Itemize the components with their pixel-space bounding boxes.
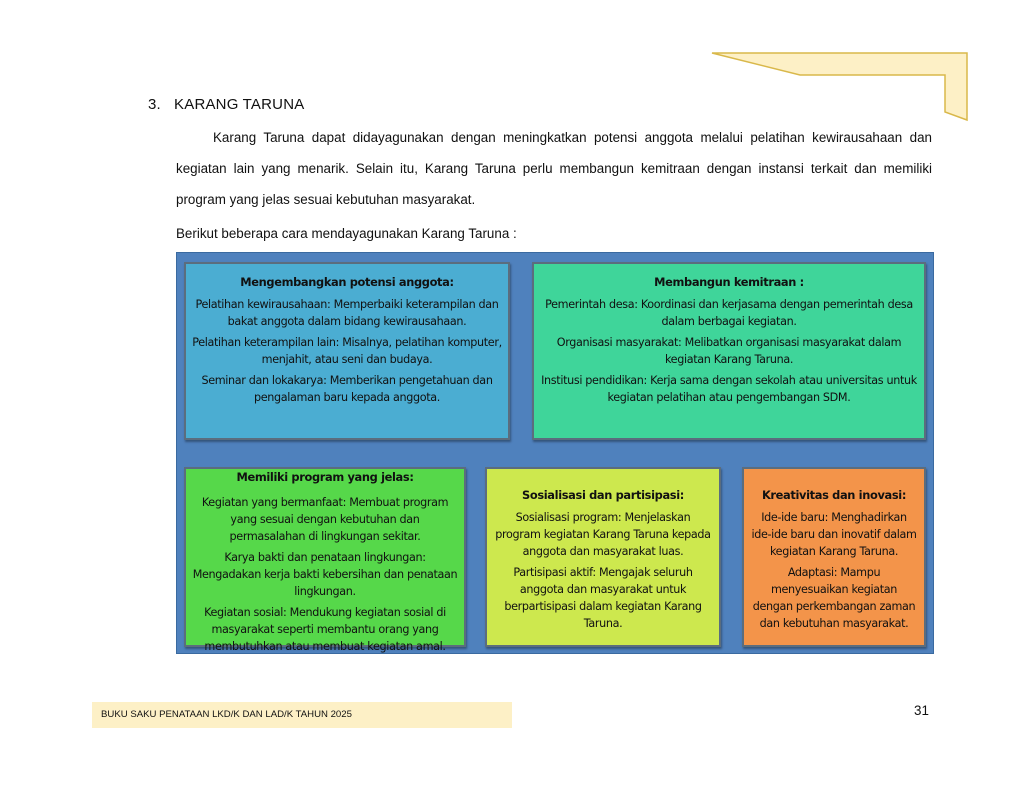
page-number: 31	[914, 703, 929, 718]
card-build-partnership	[532, 262, 926, 440]
card-item: Pelatihan kewirausahaan: Memperbaiki keterampilan dan bakat anggota dalam bidang kewirausahaan.	[195, 298, 499, 328]
card-title: Memiliki program yang jelas:	[236, 470, 414, 484]
card-item: Karya bakti dan penataan lingkungan: Mengadakan kerja bakti kebersihan dan penataan lingkungan.	[192, 551, 458, 598]
card-item: Organisasi masyarakat: Melibatkan organisasi masyarakat dalam kegiatan Karang Taruna.	[556, 336, 902, 366]
card-title: Kreativitas dan inovasi:	[761, 488, 907, 502]
card-socialization	[485, 467, 721, 647]
card-item: Kegiatan yang bermanfaat: Membuat program yang sesuai dengan kebutuhan dan permasalahan di lingkungan sekitar.	[201, 496, 449, 543]
card-item: Kegiatan sosial: Mendukung kegiatan sosial di masyarakat seperti membantu orang yang membutuhkan atau membuat kegiatan amal.	[204, 606, 446, 653]
card-item: Sosialisasi program: Menjelaskan program kegiatan Karang Taruna kepada anggota dan masyarakat luas.	[495, 511, 711, 558]
card-item: Pelatihan keterampilan lain: Misalnya, pelatihan komputer, menjahit, atau seni dan budaya.	[192, 336, 502, 366]
body-paragraph: Karang Taruna dapat didayagunakan dengan meningkatkan potensi anggota melalui pelatihan kewirausahaan dan kegiatan lain yang menarik. Selain itu, Karang Taruna perlu membangun kemitraan dengan instansi terkait dan memiliki program yang jelas sesuai kebutuhan masyarakat.	[176, 130, 932, 207]
card-item: Partisipasi aktif: Mengajak seluruh anggota dan masyarakat untuk berpartisipasi dalam kegiatan Karang Taruna.	[504, 566, 702, 630]
card-item: Institusi pendidikan: Kerja sama dengan sekolah atau universitas untuk kegiatan pelatihan atau pengembangan SDM.	[541, 374, 917, 404]
card-item: Ide-ide baru: Menghadirkan ide-ide baru dan inovatif dalam kegiatan Karang Taruna.	[751, 511, 917, 558]
card-title: Membangun kemitraan :	[654, 275, 804, 289]
section-number: 3.	[148, 96, 161, 113]
card-item: Pemerintah desa: Koordinasi dan kerjasama dengan pemerintah desa dalam berbagai kegiatan.	[545, 298, 913, 328]
card-clear-program	[184, 467, 466, 653]
section-heading	[148, 96, 304, 113]
card-title: Mengembangkan potensi anggota:	[240, 275, 454, 289]
card-item: Seminar dan lokakarya: Memberikan pengetahuan dan pengalaman baru kepada anggota.	[201, 374, 493, 404]
diagram-intro: Berikut beberapa cara mendayagunakan Karang Taruna :	[176, 226, 517, 241]
card-item: Adaptasi: Mampu menyesuaikan kegiatan dengan perkembangan zaman dan kebutuhan masyarakat.	[752, 566, 916, 630]
card-develop-potential	[184, 262, 510, 440]
card-title: Sosialisasi dan partisipasi:	[521, 488, 684, 502]
section-title: KARANG TARUNA	[174, 96, 305, 113]
footer-title: BUKU SAKU PENATAAN LKD/K DAN LAD/K TAHUN 2025	[92, 702, 512, 728]
card-creativity	[742, 467, 926, 647]
karang-taruna-diagram	[176, 252, 934, 654]
